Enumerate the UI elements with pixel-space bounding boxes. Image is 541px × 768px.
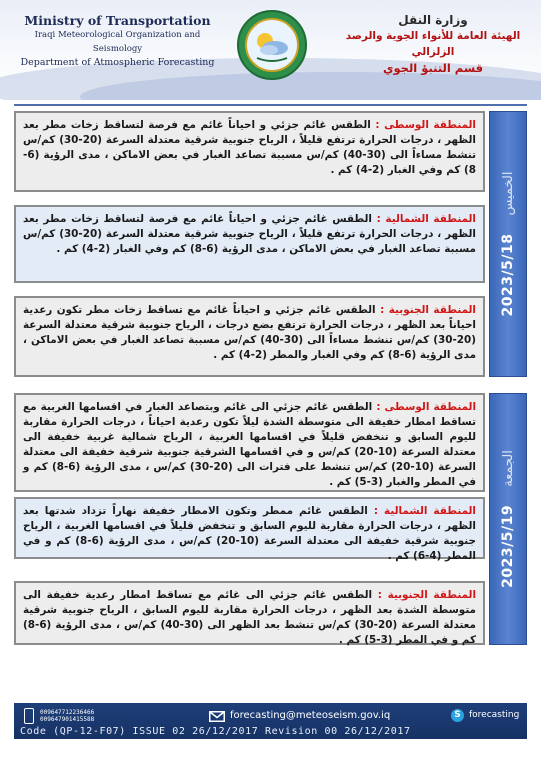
- forecast-text: الطقس غائم جزئي و احياناً غائم مع تساقط زخات مطر تكون رعدية احياناً بعد الظهر ، درجات الحرارة ترتفع بضع درجات ، الرياح جنوبية شرقية معتدلة السرعة (20-30) كم/س تنشط مساءاً الى (30-40) كم/س مسببة تصاعد الغبار في بعض الاماكن ، مدى الرؤية (6-8) كم وفي الغبار والمطر (2-4) كم .: [23, 304, 476, 361]
- department-ar: قسم التنبؤ الجوي: [382, 61, 484, 75]
- day-group-2: [14, 393, 527, 645]
- region-label: المنطقة الوسطى :: [375, 119, 476, 131]
- phone-icon: [24, 708, 34, 724]
- day-name: الخميس: [500, 171, 516, 216]
- header-english: [20, 14, 215, 70]
- contact-email[interactable]: forecasting@meteoseism.gov.iq: [230, 710, 391, 721]
- forecast-text: الطقس غائم جزئي الى غائم وبتصاعد الغبار في اقسامها الغربية مع تساقط امطار خفيفة الى متوسطة الشدة ليلاً تكون رعدية احياناً ، درجات الحرارة مقاربة لليوم السابق و تنخفض قليلاً في اقسامها الغربية ، الرياح شمالية غربية خفيفة الى معتدلة السرعة (10-20) كم/س و في اقسامها الشرقية جنوبية شرقية خفيفة الى معتدلة السرعة (10-20) كم/س تنشط على فترات الى (20-30) كم/س ، مدى الرؤية (6-8) كم و في المطر والغبار (3-5) كم .: [23, 401, 476, 488]
- region-label: المنطقة الوسطى :: [376, 401, 477, 413]
- forecast-central: [14, 393, 485, 492]
- organization-en: Iraqi Meteorological Organization and Seismology: [34, 30, 201, 54]
- forecast-text: الطقس غائم جزئي الى غائم مع تساقط امطار رعدية خفيفة الى متوسطة الشدة بعد الظهر ، درجات الحرارة مقاربة لليوم السابق ، الرياح جنوبية شرقية معتدلة السرعة (20-30) كم/س تنشط بعد الظهر الى (30-40) كم/س ، مدى الرؤية (6-8) كم و في المطر (3-5) كم .: [23, 589, 476, 646]
- forecast-central: [14, 111, 485, 192]
- forecast-south: [14, 581, 485, 645]
- organization-ar: الهيئة العامة للأنواء الجوية والرصد الزلزالي: [345, 30, 521, 58]
- document-code: Code (QP-12-F07) ISSUE 02 26/12/2017 Revision 00 26/12/2017: [20, 726, 411, 737]
- footer-bar: [14, 703, 527, 739]
- day-name: الجمعة: [500, 450, 516, 487]
- header-divider: [14, 104, 527, 106]
- day-label-bar: [489, 111, 527, 377]
- ministry-ar: وزارة النقل: [398, 13, 468, 27]
- mail-icon: [209, 711, 225, 722]
- phone-1: 009647712236466: [40, 709, 95, 716]
- day-group-1: [14, 111, 527, 377]
- forecast-south: [14, 296, 485, 377]
- forecast-text: الطقس غائم ممطر وتكون الامطار خفيفة نهاراً تزداد شدتها بعد الظهر ، درجات الحرارة مقاربة لليوم السابق و تنخفض قليلاً في اقسامها الغربية ، الرياح جنوبية شرقية خفيفة الى معتدلة السرعة (10-20) كم/س ، مدى الرؤية (6-8) كم و في المطر (4-6) كم .: [23, 505, 477, 562]
- region-label: المنطقة الجنوبية :: [380, 304, 476, 316]
- day-date: 2023/5/19: [500, 504, 516, 588]
- department-en: Department of Atmospheric Forecasting: [20, 57, 215, 68]
- organization-logo-icon: [235, 8, 309, 82]
- region-label: المنطقة الشمالية :: [373, 505, 476, 517]
- ministry-en: Ministry of Transportation: [24, 13, 211, 28]
- skype-icon: S: [451, 709, 464, 722]
- region-label: المنطقة الشمالية :: [376, 213, 476, 225]
- forecast-north: [14, 205, 485, 283]
- phone-2: 009647901415588: [40, 716, 95, 723]
- day-date: 2023/5/18: [500, 233, 516, 317]
- skype-handle[interactable]: forecasting: [469, 710, 520, 720]
- forecast-text: الطقس غائم جزئي و احياناً غائم مع فرصة لتساقط زخات مطر بعد الظهر ، درجات الحرارة ترتفع قليلاً ، الرياح جنوبية شرقية معتدلة السرعة (20-30) كم/س تنشط مساءاً الى (30-40) كم/س مسببة تصاعد الغبار في بعض الاماكن ، مدى الرؤية (6-8) كم وفي الغبار (2-4) كم .: [23, 119, 477, 176]
- day-label-bar: [489, 393, 527, 645]
- forecast-north: [14, 497, 485, 562]
- header-arabic: [343, 12, 523, 76]
- region-label: المنطقة الجنوبية :: [377, 589, 477, 601]
- letterhead: [0, 0, 541, 100]
- phone-numbers: [40, 709, 94, 723]
- forecast-text: الطقس غائم جزئي و احياناً غائم مع فرصة لتساقط زخات مطر بعد الظهر ، درجات الحرارة ترتفع قليلاً ، الرياح جنوبية شرقية معتدلة السرعة (20-30) كم/س مسببة تصاعد الغبار في بعض الاماكن ، مدى الرؤية (6-8) كم وفي الغبار (2-4) كم .: [23, 213, 476, 255]
